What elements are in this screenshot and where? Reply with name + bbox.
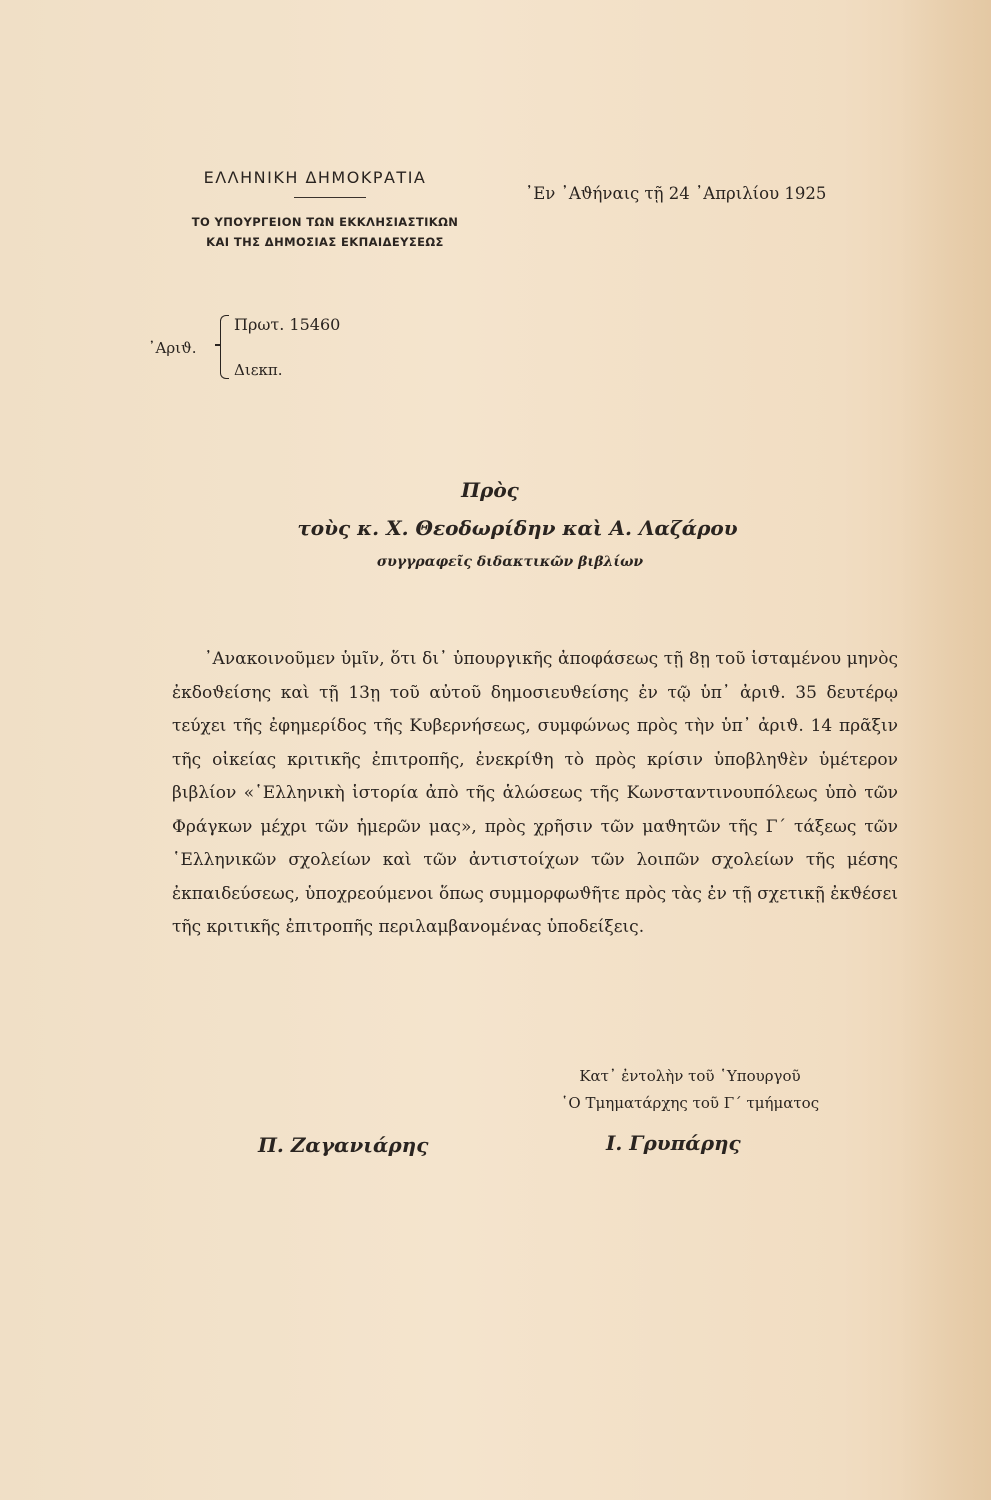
- letterhead: [150, 168, 510, 252]
- recipient-block: [160, 478, 920, 570]
- letter-body-text: ᾽Ανακοινοῦμεν ὑμῖν, ὅτι δι᾽ ὑπουργικῆς ἀποφάσεως τῇ 8ῃ τοῦ ἱσταμένου μηνὸς ἐκδοϑείσης καὶ τῇ 13ῃ τοῦ αὐτοῦ δημοσιευϑείσης ἐν τῷ ὑπ᾽ ἀριϑ. 35 δευτέρῳ τεύχει τῆς ἐφημερίδος τῆς Κυβερνήσεως, συμφώνως πρὸς τὴν ὑπ᾽ ἀριϑ. 14 πρᾶξιν τῆς οἰκείας κριτικῆς ἐπιτροπῆς, ἐνεκρίϑη τὸ πρὸς κρίσιν ὑποβληϑὲν ὑμέτερον βιβλίον «῾Ελληνικὴ ἱστορία ἀπὸ τῆς ἁλώσεως τῆς Κωνσταντινουπόλεως ὑπὸ τῶν Φράγκων μέχρι τῶν ἡμερῶν μας», πρὸς χρῆσιν τῶν μαϑητῶν τῆς Γ´ τάξεως τῶν ῾Ελληνικῶν σχολείων καὶ τῶν ἀντιστοίχων τῶν λοιπῶν σχολείων τῆς μέσης ἐκπαιδεύσεως, ὑποχρεούμενοι ὅπως συμμορφωϑῆτε πρὸς τὰς ἐν τῇ σχετικῇ ἐκϑέσει τῆς κριτικῆς ἐπιτροπῆς περιλαμβανομένας ὑποδείξεις.: [172, 649, 898, 937]
- signature-right: Ι. Γρυπάρης: [606, 1131, 741, 1155]
- recipient-role: συγγραφεῖς διδακτικῶν βιβλίων: [376, 554, 644, 570]
- ministry-name: [140, 212, 510, 252]
- authority-line-2: ῾Ο Τμηματάρχης τοῦ Γ´ τμήματος: [560, 1094, 820, 1112]
- letter-date: ᾽Εν ᾽Αϑήναις τῇ 24 ᾽Απριλίου 1925: [525, 184, 827, 203]
- signature-authority: [505, 1063, 875, 1117]
- reference-label: ᾽Αριϑ.: [148, 339, 197, 357]
- republic-title: ΕΛΛΗΝΙΚΗ ΔΗΜΟΚΡΑΤΙΑ: [203, 168, 427, 187]
- authority-line-1: Κατ᾽ ἐντολὴν τοῦ ῾Υπουργοῦ: [579, 1067, 801, 1085]
- letterhead-divider: [294, 197, 366, 198]
- reference-brace: [220, 315, 229, 379]
- dispatch-number: Διεκπ.: [234, 361, 283, 379]
- recipient-to: Πρὸς: [461, 478, 519, 502]
- letter-body: [172, 643, 898, 945]
- ministry-line-1: ΤΟ ΥΠΟΥΡΓΕΙΟΝ ΤΩΝ ΕΚΚΛΗΣΙΑΣΤΙΚΩΝ: [191, 215, 459, 229]
- recipient-names: τοὺς κ. Χ. Θεοδωρίδην καὶ Α. Λαζάρου: [297, 516, 738, 540]
- ministry-line-2: ΚΑΙ ΤΗΣ ΔΗΜΟΣΙΑΣ ΕΚΠΑΙΔΕΥΣΕΩΣ: [206, 235, 444, 249]
- signature-left: Π. Ζαγανιάρης: [258, 1133, 429, 1157]
- page-edge-shade: [901, 0, 991, 1500]
- protocol-number: Πρωτ. 15460: [234, 315, 341, 334]
